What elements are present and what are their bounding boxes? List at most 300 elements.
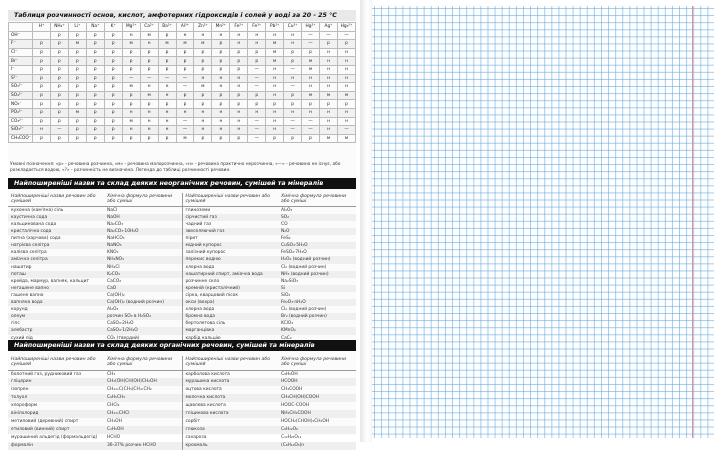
solubility-cell: — — [248, 74, 266, 83]
solubility-cell: н — [248, 40, 266, 49]
solubility-cell: м — [140, 91, 158, 100]
solubility-cell: р — [122, 134, 140, 143]
substance-name: гліцинова кислота — [182, 410, 278, 418]
solubility-cell: н — [284, 40, 302, 49]
solubility-cell: р — [68, 126, 86, 135]
solubility-cell: р — [86, 48, 104, 57]
column-header: Хімічна формула речовини або суміші — [278, 193, 356, 206]
solubility-cell: р — [320, 40, 338, 49]
substance-name: етиловий (винний) спирт — [8, 426, 104, 434]
anion-label: SO₄²⁻ — [9, 91, 33, 100]
substance-name: поташ — [8, 271, 104, 278]
substance-formula: розчин SO₃ в H₂SO₄ — [104, 313, 182, 320]
substance-formula: KNO₃ — [104, 249, 182, 256]
solubility-cell: р — [86, 40, 104, 49]
solubility-cell: м — [68, 108, 86, 117]
solubility-cell: р — [104, 134, 122, 143]
solubility-cell: р — [194, 100, 212, 109]
solubility-cell: — — [284, 117, 302, 126]
solubility-cell: — — [248, 126, 266, 135]
solubility-cell: н — [194, 31, 212, 40]
solubility-cell: р — [302, 100, 320, 109]
solubility-cell: н — [302, 108, 320, 117]
substance-formula: FeS₂ — [281, 236, 291, 242]
solubility-cell: р — [302, 48, 320, 57]
substance-formula: HCOOH — [278, 378, 356, 386]
solubility-cell: н — [337, 74, 355, 83]
substance-name: толуол — [8, 394, 104, 402]
solubility-cell: р — [158, 65, 176, 74]
solubility-cell: н — [320, 117, 338, 126]
solubility-cell: н — [266, 108, 284, 117]
solubility-cell: н — [337, 48, 355, 57]
solubility-cell: — — [284, 83, 302, 92]
solubility-cell: р — [104, 57, 122, 66]
cation-header: Ca²⁺ — [140, 23, 158, 32]
substance-formula: HOOC-COOH — [281, 403, 310, 409]
solubility-row — [9, 48, 356, 57]
solubility-cell: р — [68, 134, 86, 143]
solubility-cell: н — [266, 117, 284, 126]
solubility-cell: — — [140, 74, 158, 83]
substance-formula: Al₂O₃ — [281, 207, 293, 213]
cation-header: Hg₂²⁺ — [337, 23, 355, 32]
solubility-cell: н — [230, 126, 248, 135]
substance-formula: SiO₂ — [281, 292, 291, 298]
solubility-cell: р — [176, 48, 194, 57]
substance-name: алебастр — [8, 327, 104, 334]
anion-label: CH₃COO⁻ — [9, 134, 33, 143]
solubility-cell: р — [122, 57, 140, 66]
solubility-cell: р — [140, 48, 158, 57]
substance-formula: CaSO₄·1/2H₂O — [104, 327, 182, 334]
solubility-cell: р — [194, 134, 212, 143]
solubility-cell: м — [266, 57, 284, 66]
substance-formula: Cl₂ (водний розчин) — [281, 307, 327, 313]
solubility-cell: р — [176, 65, 194, 74]
substance-formula: (C₆H₁₀O₅)n — [278, 442, 356, 450]
solubility-cell: р — [248, 57, 266, 66]
reference-page — [8, 10, 356, 448]
table-row — [8, 206, 356, 214]
substance-name: кухонна (кам'яна) сіль — [11, 207, 64, 213]
table-row — [8, 410, 356, 418]
substance-name: сорбіт — [185, 418, 200, 424]
solubility-cell: р — [86, 91, 104, 100]
table-row — [8, 264, 356, 271]
solubility-cell: н — [248, 31, 266, 40]
solubility-cell: — — [176, 117, 194, 126]
solubility-cell: р — [50, 31, 68, 40]
substance-formula: CH₃CH(OH)COOH — [278, 394, 356, 402]
substance-formula: C₆H₁₂O₆ — [278, 426, 356, 434]
substance-name: питна (харчова) сода — [11, 236, 61, 242]
substance-name: калієва селітра — [11, 250, 47, 256]
solubility-cell: н — [337, 57, 355, 66]
substance-formula: HCHO — [104, 434, 182, 442]
table-row — [8, 306, 356, 313]
solubility-cell: н — [194, 117, 212, 126]
solubility-cell: р — [266, 134, 284, 143]
substance-formula: Na₂SiO₃ — [281, 278, 298, 284]
column-header: Хімічна формула речовини або суміші — [104, 356, 182, 370]
solubility-cell: н — [302, 83, 320, 92]
solubility-cell: н — [284, 108, 302, 117]
solubility-cell: м — [194, 40, 212, 49]
substance-formula: CH₃OH — [104, 418, 182, 426]
solubility-cell: н — [248, 108, 266, 117]
solubility-cell: р — [33, 91, 51, 100]
solubility-cell: р — [104, 108, 122, 117]
substance-formula: Al₂O₃ — [104, 306, 182, 313]
solubility-cell: н — [284, 74, 302, 83]
substance-name: розчинне скло — [185, 278, 220, 284]
solubility-cell: н — [284, 31, 302, 40]
solubility-cell: р — [68, 91, 86, 100]
solubility-cell: н — [158, 108, 176, 117]
solubility-cell: р — [86, 31, 104, 40]
table-row — [8, 242, 356, 249]
substance-name: нашатир — [11, 264, 32, 270]
solubility-cell: р — [158, 31, 176, 40]
substance-formula: HOCH₂(CHOH)₄CH₂OH — [281, 418, 330, 424]
solubility-cell: м — [302, 57, 320, 66]
substance-formula: NaOH — [104, 214, 182, 221]
substance-formula: Ca(OH)₂ (водний розчин) — [104, 299, 182, 306]
substance-formula: SO₂ — [278, 214, 356, 221]
solubility-cell: р — [230, 57, 248, 66]
solubility-cell: н — [230, 83, 248, 92]
solubility-cell: м — [302, 91, 320, 100]
solubility-cell: р — [33, 65, 51, 74]
solubility-cell: р — [122, 91, 140, 100]
solubility-cell: р — [33, 117, 51, 126]
solubility-cell: р — [33, 134, 51, 143]
table-row — [8, 228, 356, 235]
solubility-cell: н — [320, 48, 338, 57]
solubility-cell: р — [104, 40, 122, 49]
solubility-cell: р — [86, 117, 104, 126]
solubility-cell: р — [230, 134, 248, 143]
solubility-cell: р — [194, 91, 212, 100]
substance-formula: CO — [281, 222, 288, 227]
substance-name: натрієва селітра — [8, 242, 104, 249]
anion-label: SiO₃²⁻ — [9, 126, 33, 135]
substance-formula: CuSO₄·5H₂O — [278, 242, 356, 249]
solubility-cell — [33, 31, 51, 40]
solubility-cell: — — [302, 117, 320, 126]
solubility-row — [9, 57, 356, 66]
solubility-cell: р — [50, 65, 68, 74]
solubility-cell: р — [50, 100, 68, 109]
column-header: Хімічна формула речовини або суміші — [104, 193, 182, 206]
solubility-cell: н — [230, 117, 248, 126]
solubility-cell: н — [212, 117, 230, 126]
solubility-cell: р — [33, 74, 51, 83]
solubility-cell: р — [33, 40, 51, 49]
substance-formula: C₆H₅CH₃ — [104, 394, 182, 402]
substance-formula: KMnO₄ — [278, 327, 356, 334]
solubility-legend: Умовні позначення: «р» - речовина розчинна, «м» - речовина малорозчинна, «н» - речовина практично нерозчинна, «—» - речовина не існує, або розкладається водою, «?» - розчинність не визначена. Легенда до таблиці розчинності речовин. — [10, 162, 341, 173]
solubility-cell: р — [158, 100, 176, 109]
margin-line — [692, 6, 693, 438]
solubility-cell: р — [33, 100, 51, 109]
solubility-cell: р — [86, 108, 104, 117]
solubility-cell: н — [230, 108, 248, 117]
solubility-cell: н — [194, 74, 212, 83]
solubility-cell: р — [176, 57, 194, 66]
substance-name: формалін — [8, 442, 104, 450]
solubility-cell: р — [248, 48, 266, 57]
solubility-cell: н — [158, 126, 176, 135]
substance-name: хлороформ — [11, 403, 38, 409]
solubility-cell: н — [176, 108, 194, 117]
solubility-row — [9, 31, 356, 40]
solubility-cell: р — [68, 31, 86, 40]
solubility-cell: н — [158, 83, 176, 92]
column-header: Найпоширеніші назви речовин або сумішей — [8, 356, 104, 370]
table-row — [8, 426, 356, 434]
solubility-cell: н — [176, 31, 194, 40]
solubility-cell: н — [337, 108, 355, 117]
solubility-row — [9, 74, 356, 83]
substance-formula: CH₂=CHCl — [104, 410, 182, 418]
solubility-cell: р — [86, 126, 104, 135]
cation-header: H⁺ — [33, 23, 51, 32]
solubility-cell: — — [176, 83, 194, 92]
substance-name: хлорна вода — [185, 307, 215, 313]
cation-header: Mg²⁺ — [122, 23, 140, 32]
substance-name: крейда, мармур, вапняк, кальцит — [11, 278, 90, 284]
substance-name: олеум — [8, 313, 104, 320]
substance-name: метиловий (деревний) спирт — [11, 418, 79, 424]
table-row — [8, 278, 356, 285]
solubility-cell: н — [158, 91, 176, 100]
solubility-cell: р — [50, 108, 68, 117]
solubility-cell: н — [266, 91, 284, 100]
solubility-cell: р — [104, 100, 122, 109]
substance-formula: FeSO₄·7H₂O — [281, 250, 307, 256]
solubility-row — [9, 100, 356, 109]
grid-page — [372, 6, 714, 438]
solubility-cell: р — [284, 134, 302, 143]
solubility-cell: — — [337, 31, 355, 40]
substance-name: пірит — [185, 236, 198, 242]
solubility-cell: р — [212, 48, 230, 57]
solubility-cell: м — [122, 117, 140, 126]
table-row — [8, 249, 356, 256]
solubility-cell: р — [50, 117, 68, 126]
anion-label: F⁻ — [9, 40, 33, 49]
solubility-cell: р — [104, 83, 122, 92]
organic-title: Найпоширеніші назви та склад деяких органічних речовин, сумішей та мінералів — [8, 340, 356, 351]
solubility-cell: н — [320, 57, 338, 66]
solubility-cell: р — [68, 100, 86, 109]
solubility-cell: м — [122, 40, 140, 49]
substance-formula: Br₂ (водний розчин) — [278, 313, 356, 320]
solubility-cell: р — [68, 57, 86, 66]
table-row — [8, 442, 356, 450]
solubility-row — [9, 134, 356, 143]
substance-name: каустична сода — [8, 214, 104, 221]
solubility-cell: р — [86, 57, 104, 66]
anion-label: SO₃²⁻ — [9, 83, 33, 92]
substance-formula: CH₃COOH — [281, 387, 303, 393]
solubility-cell: р — [104, 126, 122, 135]
solubility-cell: р — [284, 48, 302, 57]
solubility-cell: р — [284, 100, 302, 109]
substance-formula: NH₄Cl — [104, 264, 182, 271]
cation-header-row — [9, 23, 356, 32]
solubility-cell: р — [158, 134, 176, 143]
organic-table — [8, 356, 356, 450]
solubility-cell: р — [176, 100, 194, 109]
solubility-cell: р — [68, 65, 86, 74]
solubility-cell: р — [284, 57, 302, 66]
solubility-cell: н — [320, 126, 338, 135]
table-row — [8, 221, 356, 228]
solubility-title: Таблиця розчинності основ, кислот, амфотерних гідроксидів і солей у воді за 20 - 25 °С — [8, 10, 356, 21]
substance-formula: NaCl — [104, 206, 182, 214]
substance-formula: 36-37% розчин HCHO — [104, 442, 182, 450]
substance-name: марганцівка — [182, 327, 278, 334]
cation-header: Li⁺ — [68, 23, 86, 32]
solubility-cell: н — [212, 126, 230, 135]
solubility-cell: м — [320, 91, 338, 100]
substance-name: гліцерин — [8, 378, 104, 386]
substance-name: чадний газ — [185, 222, 212, 227]
table-row — [8, 235, 356, 242]
table-row — [8, 256, 356, 263]
solubility-cell: р — [86, 100, 104, 109]
solubility-row — [9, 91, 356, 100]
solubility-cell: р — [50, 74, 68, 83]
solubility-cell: р — [140, 134, 158, 143]
solubility-cell: м — [337, 91, 355, 100]
substance-name: глиноземи — [185, 207, 211, 213]
substance-formula: NH₃ (водний розчин) — [278, 271, 356, 278]
solubility-cell: р — [50, 134, 68, 143]
solubility-cell: р — [104, 48, 122, 57]
solubility-cell: р — [33, 48, 51, 57]
substance-name: вапняна вода — [8, 299, 104, 306]
cation-header: Al³⁺ — [176, 23, 194, 32]
solubility-cell: м — [320, 134, 338, 143]
solubility-cell: н — [194, 126, 212, 135]
table-row — [8, 285, 356, 292]
substance-name: нашатирний спирт, аміачна вода — [182, 271, 278, 278]
table-row — [8, 299, 356, 306]
solubility-cell: н — [337, 65, 355, 74]
table-row — [8, 327, 356, 334]
substance-formula: Cl₂ (водний розчин) — [281, 264, 327, 270]
solubility-cell: р — [212, 91, 230, 100]
solubility-cell: — — [50, 126, 68, 135]
solubility-cell: м — [302, 65, 320, 74]
substance-name: ізопрен — [11, 387, 29, 393]
solubility-cell: р — [158, 57, 176, 66]
substance-name: кристалічна сода — [8, 228, 104, 235]
solubility-cell: — — [320, 31, 338, 40]
substance-name: сірка, кварцовий пісок — [185, 292, 238, 298]
substance-formula: N₂O — [278, 228, 356, 235]
substance-formula: CH₄ — [104, 370, 182, 378]
anion-label: CO₃²⁻ — [9, 117, 33, 126]
table-row — [8, 370, 356, 378]
substance-formula: NH₄NO₃ — [104, 256, 182, 263]
substance-formula: NH₂CH₂COOH — [278, 410, 356, 418]
table-row — [8, 214, 356, 221]
solubility-cell: — — [248, 65, 266, 74]
substance-name: бертолетова сіль — [185, 321, 226, 327]
substance-name: сухий лід — [11, 335, 33, 341]
cation-header: NH₄⁺ — [50, 23, 68, 32]
substance-name: кремній (кристалічний) — [182, 285, 278, 292]
cation-header: Pb²⁺ — [266, 23, 284, 32]
substance-formula: H₂O₂ (водний розчин) — [278, 256, 356, 263]
solubility-cell: р — [86, 134, 104, 143]
solubility-cell: р — [50, 57, 68, 66]
solubility-cell: р — [248, 100, 266, 109]
solubility-cell: — — [158, 74, 176, 83]
solubility-cell: р — [33, 108, 51, 117]
substance-name: гашене вапно — [11, 292, 44, 298]
solubility-cell: р — [122, 48, 140, 57]
substance-name: гіпс — [11, 321, 20, 327]
solubility-cell: н — [337, 117, 355, 126]
solubility-cell: р — [230, 100, 248, 109]
solubility-cell: — — [248, 117, 266, 126]
substance-formula: C₁₂H₂₂O₁₁ — [281, 434, 302, 440]
solubility-cell: р — [122, 100, 140, 109]
cation-header: Cu²⁺ — [284, 23, 302, 32]
solubility-cell: м — [122, 83, 140, 92]
cation-header: Ba²⁺ — [158, 23, 176, 32]
inorganic-title: Найпоширеніші назви та склад деяких неорганічних речовин, сумішей та мінералів — [8, 178, 356, 189]
solubility-cell: р — [194, 65, 212, 74]
table-row — [8, 386, 356, 394]
solubility-cell: н — [320, 83, 338, 92]
substance-formula: Fe₂O₃·nH₂O — [278, 299, 356, 306]
table-row — [8, 292, 356, 299]
anion-label: I⁻ — [9, 65, 33, 74]
solubility-cell: р — [68, 117, 86, 126]
solubility-cell: р — [266, 100, 284, 109]
solubility-cell: н — [194, 108, 212, 117]
substance-formula: Ca(OH)₂ — [104, 292, 182, 299]
solubility-row — [9, 65, 356, 74]
substance-name: болотний газ, рудниковий газ — [11, 371, 82, 377]
substance-formula: CaSO₄·2H₂O — [104, 320, 182, 327]
substance-formula: CH₂(OH)CH(OH)CH₂OH — [104, 378, 182, 386]
solubility-cell: — — [248, 134, 266, 143]
table-row — [8, 271, 356, 278]
solubility-row — [9, 126, 356, 135]
solubility-cell: р — [104, 65, 122, 74]
substance-name: карбід кальцію — [185, 335, 221, 341]
solubility-cell: р — [248, 91, 266, 100]
solubility-cell: н — [140, 117, 158, 126]
solubility-cell: н — [212, 74, 230, 83]
cation-header: Fe³⁺ — [248, 23, 266, 32]
solubility-row — [9, 40, 356, 49]
cation-header: K⁺ — [104, 23, 122, 32]
substance-name: мурашиний альдегід (формальдегід) — [11, 434, 98, 440]
column-header: Найпоширеніші назви речовин або сумішей — [182, 356, 278, 370]
substance-formula: CaC₂ — [281, 335, 292, 341]
solubility-cell: м — [68, 40, 86, 49]
solubility-cell: н — [140, 108, 158, 117]
